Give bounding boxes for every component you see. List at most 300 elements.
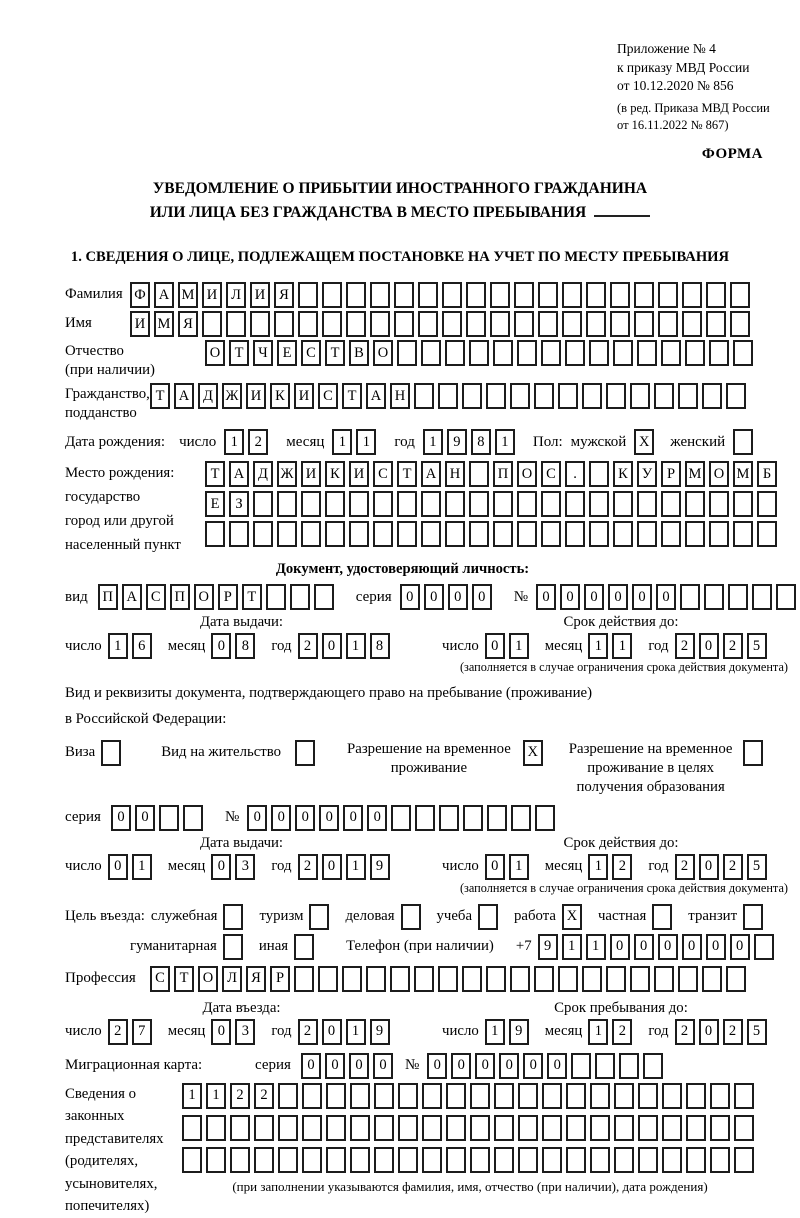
cell[interactable] [610, 311, 630, 337]
cell[interactable]: X [634, 429, 654, 455]
birth-year-cells[interactable] [423, 429, 519, 455]
purpose-work-checkbox[interactable] [562, 904, 586, 930]
cell[interactable] [734, 1083, 754, 1109]
cell[interactable]: X [523, 740, 543, 766]
visa-checkbox[interactable] [101, 740, 125, 766]
cell[interactable] [446, 1147, 466, 1173]
cell[interactable]: С [150, 966, 170, 992]
cell[interactable]: К [325, 461, 345, 487]
cell[interactable] [373, 521, 393, 547]
cell[interactable]: 1 [495, 429, 515, 455]
cell[interactable]: Е [277, 340, 297, 366]
cell[interactable]: 5 [747, 854, 767, 880]
cell[interactable]: 0 [108, 854, 128, 880]
cell[interactable]: Т [342, 383, 362, 409]
cell[interactable] [654, 383, 674, 409]
residence-valid-month-cells[interactable] [588, 854, 636, 880]
cell[interactable]: И [250, 282, 270, 308]
cell[interactable] [397, 340, 417, 366]
cell[interactable]: Л [226, 282, 246, 308]
cell[interactable] [478, 904, 498, 930]
purpose-other-checkbox[interactable] [294, 934, 318, 960]
cell[interactable] [493, 491, 513, 517]
cell[interactable]: 2 [675, 854, 695, 880]
cell[interactable]: М [154, 311, 174, 337]
cell[interactable]: Л [222, 966, 242, 992]
citizenship-cells[interactable] [150, 383, 750, 409]
identity-series-cells[interactable] [400, 584, 496, 610]
cell[interactable] [366, 966, 386, 992]
cell[interactable] [634, 311, 654, 337]
cell[interactable]: 1 [485, 1019, 505, 1045]
cell[interactable] [757, 491, 777, 517]
cell[interactable]: 0 [547, 1053, 567, 1079]
cell[interactable]: 9 [538, 934, 558, 960]
cell[interactable]: 9 [370, 854, 390, 880]
cell[interactable] [542, 1083, 562, 1109]
cell[interactable] [734, 1147, 754, 1173]
cell[interactable] [566, 1115, 586, 1141]
cell[interactable] [582, 383, 602, 409]
identity-valid-day-cells[interactable] [485, 633, 533, 659]
temp-residence-checkbox[interactable] [523, 740, 547, 766]
cell[interactable]: И [294, 383, 314, 409]
edu-residence-checkbox[interactable] [743, 740, 767, 766]
cell[interactable] [394, 311, 414, 337]
migration-series-cells[interactable] [301, 1053, 397, 1079]
cell[interactable] [566, 1147, 586, 1173]
cell[interactable]: 2 [723, 854, 743, 880]
cell[interactable] [590, 1083, 610, 1109]
cell[interactable] [734, 1115, 754, 1141]
cell[interactable]: Н [390, 383, 410, 409]
cell[interactable] [415, 805, 435, 831]
cell[interactable]: 2 [230, 1083, 250, 1109]
cell[interactable] [538, 311, 558, 337]
cell[interactable] [517, 491, 537, 517]
cell[interactable]: 2 [612, 854, 632, 880]
cell[interactable] [514, 311, 534, 337]
cell[interactable] [586, 311, 606, 337]
cell[interactable] [325, 521, 345, 547]
gender-female-checkbox[interactable] [733, 429, 757, 455]
cell[interactable] [582, 966, 602, 992]
cell[interactable] [685, 521, 705, 547]
cell[interactable]: 1 [509, 854, 529, 880]
cell[interactable] [374, 1147, 394, 1173]
cell[interactable]: 0 [211, 1019, 231, 1045]
cell[interactable]: 8 [235, 633, 255, 659]
cell[interactable] [709, 521, 729, 547]
cell[interactable] [589, 340, 609, 366]
cell[interactable] [566, 1083, 586, 1109]
cell[interactable] [301, 491, 321, 517]
entry-year-cells[interactable] [298, 1019, 394, 1045]
cell[interactable]: 2 [298, 633, 318, 659]
cell[interactable] [709, 340, 729, 366]
cell[interactable]: 5 [747, 633, 767, 659]
cell[interactable] [494, 1083, 514, 1109]
cell[interactable]: Н [445, 461, 465, 487]
cell[interactable]: И [130, 311, 150, 337]
cell[interactable] [658, 282, 678, 308]
cell[interactable]: С [146, 584, 166, 610]
cell[interactable]: 1 [562, 934, 582, 960]
cell[interactable]: 0 [295, 805, 315, 831]
cell[interactable] [728, 584, 748, 610]
cell[interactable]: 1 [206, 1083, 226, 1109]
cell[interactable]: 0 [730, 934, 750, 960]
stay-month-cells[interactable] [588, 1019, 636, 1045]
cell[interactable] [565, 340, 585, 366]
cell[interactable] [514, 282, 534, 308]
cell[interactable]: 0 [111, 805, 131, 831]
cell[interactable] [726, 383, 746, 409]
cell[interactable]: Ж [277, 461, 297, 487]
cell[interactable] [254, 1115, 274, 1141]
cell[interactable]: 0 [424, 584, 444, 610]
cell[interactable]: Е [205, 491, 225, 517]
cell[interactable] [469, 461, 489, 487]
cell[interactable]: А [229, 461, 249, 487]
cell[interactable] [401, 904, 421, 930]
cell[interactable]: П [170, 584, 190, 610]
cell[interactable] [325, 491, 345, 517]
cell[interactable] [290, 584, 310, 610]
cell[interactable] [301, 521, 321, 547]
cell[interactable] [206, 1147, 226, 1173]
cell[interactable]: 2 [612, 1019, 632, 1045]
cell[interactable]: Ф [130, 282, 150, 308]
cell[interactable] [743, 740, 763, 766]
cell[interactable] [298, 311, 318, 337]
cell[interactable] [630, 383, 650, 409]
cell[interactable]: 0 [451, 1053, 471, 1079]
legal-representatives-row-2[interactable] [182, 1115, 758, 1141]
cell[interactable] [619, 1053, 639, 1079]
cell[interactable]: А [122, 584, 142, 610]
residence-issue-year-cells[interactable] [298, 854, 394, 880]
cell[interactable] [421, 340, 441, 366]
cell[interactable]: 9 [509, 1019, 529, 1045]
cell[interactable] [606, 966, 626, 992]
cell[interactable]: 2 [298, 1019, 318, 1045]
residence-permit-checkbox[interactable] [295, 740, 319, 766]
cell[interactable]: 1 [346, 633, 366, 659]
cell[interactable] [421, 491, 441, 517]
cell[interactable]: Я [274, 282, 294, 308]
cell[interactable]: И [202, 282, 222, 308]
cell[interactable] [562, 282, 582, 308]
cell[interactable]: 1 [132, 854, 152, 880]
purpose-tourism-checkbox[interactable] [309, 904, 333, 930]
cell[interactable]: О [205, 340, 225, 366]
cell[interactable] [518, 1083, 538, 1109]
cell[interactable]: О [373, 340, 393, 366]
identity-valid-month-cells[interactable] [588, 633, 636, 659]
cell[interactable]: 0 [475, 1053, 495, 1079]
cell[interactable] [614, 1115, 634, 1141]
cell[interactable]: 0 [135, 805, 155, 831]
cell[interactable] [610, 282, 630, 308]
cell[interactable]: А [154, 282, 174, 308]
cell[interactable] [752, 584, 772, 610]
cell[interactable] [652, 904, 672, 930]
cell[interactable] [517, 340, 537, 366]
cell[interactable]: 0 [373, 1053, 393, 1079]
cell[interactable] [686, 1115, 706, 1141]
cell[interactable]: 0 [706, 934, 726, 960]
cell[interactable] [682, 282, 702, 308]
cell[interactable] [223, 934, 243, 960]
cell[interactable] [391, 805, 411, 831]
cell[interactable] [494, 1147, 514, 1173]
cell[interactable]: 1 [108, 633, 128, 659]
cell[interactable]: О [517, 461, 537, 487]
cell[interactable] [346, 282, 366, 308]
residence-series-cells[interactable] [111, 805, 207, 831]
cell[interactable] [558, 383, 578, 409]
cell[interactable]: 0 [634, 934, 654, 960]
cell[interactable] [422, 1115, 442, 1141]
cell[interactable]: 9 [370, 1019, 390, 1045]
cell[interactable] [534, 383, 554, 409]
cell[interactable]: С [301, 340, 321, 366]
identity-type-cells[interactable] [98, 584, 338, 610]
cell[interactable] [493, 521, 513, 547]
cell[interactable] [439, 805, 459, 831]
cell[interactable] [654, 966, 674, 992]
cell[interactable]: 1 [356, 429, 376, 455]
cell[interactable] [558, 966, 578, 992]
cell[interactable] [538, 282, 558, 308]
cell[interactable] [706, 282, 726, 308]
cell[interactable] [182, 1147, 202, 1173]
residence-number-cells[interactable] [247, 805, 559, 831]
cell[interactable] [446, 1083, 466, 1109]
cell[interactable]: 0 [367, 805, 387, 831]
cell[interactable]: 1 [423, 429, 443, 455]
cell[interactable] [350, 1083, 370, 1109]
cell[interactable]: Д [253, 461, 273, 487]
cell[interactable]: 2 [675, 633, 695, 659]
cell[interactable]: 0 [699, 1019, 719, 1045]
cell[interactable]: 5 [747, 1019, 767, 1045]
gender-male-checkbox[interactable] [634, 429, 658, 455]
cell[interactable]: 1 [346, 1019, 366, 1045]
cell[interactable] [614, 1083, 634, 1109]
cell[interactable] [565, 521, 585, 547]
cell[interactable]: 1 [588, 633, 608, 659]
stay-year-cells[interactable] [675, 1019, 771, 1045]
cell[interactable] [422, 1147, 442, 1173]
cell[interactable] [463, 805, 483, 831]
purpose-transit-checkbox[interactable] [743, 904, 767, 930]
cell[interactable] [613, 521, 633, 547]
cell[interactable] [469, 340, 489, 366]
cell[interactable] [534, 966, 554, 992]
purpose-business-checkbox[interactable] [401, 904, 425, 930]
cell[interactable] [678, 383, 698, 409]
cell[interactable] [643, 1053, 663, 1079]
cell[interactable]: 0 [682, 934, 702, 960]
cell[interactable]: С [373, 461, 393, 487]
birth-place-row-1[interactable] [205, 461, 781, 487]
cell[interactable]: 0 [400, 584, 420, 610]
cell[interactable]: У [637, 461, 657, 487]
birth-place-row-2[interactable] [205, 491, 781, 517]
cell[interactable]: П [98, 584, 118, 610]
cell[interactable] [390, 966, 410, 992]
cell[interactable] [445, 491, 465, 517]
cell[interactable] [710, 1115, 730, 1141]
cell[interactable] [302, 1147, 322, 1173]
cell[interactable] [682, 311, 702, 337]
cell[interactable]: 2 [723, 1019, 743, 1045]
cell[interactable]: 2 [254, 1083, 274, 1109]
cell[interactable] [680, 584, 700, 610]
cell[interactable] [278, 1115, 298, 1141]
cell[interactable] [414, 383, 434, 409]
cell[interactable] [349, 491, 369, 517]
cell[interactable] [254, 1147, 274, 1173]
cell[interactable] [278, 1083, 298, 1109]
cell[interactable] [445, 521, 465, 547]
cell[interactable]: 0 [319, 805, 339, 831]
cell[interactable] [374, 1115, 394, 1141]
purpose-private-checkbox[interactable] [652, 904, 676, 930]
cell[interactable] [370, 282, 390, 308]
identity-issue-day-cells[interactable] [108, 633, 156, 659]
cell[interactable]: Т [150, 383, 170, 409]
cell[interactable] [638, 1115, 658, 1141]
cell[interactable]: 0 [584, 584, 604, 610]
cell[interactable] [314, 584, 334, 610]
cell[interactable]: Б [757, 461, 777, 487]
cell[interactable] [438, 966, 458, 992]
cell[interactable] [743, 904, 763, 930]
cell[interactable]: 0 [658, 934, 678, 960]
cell[interactable] [309, 904, 329, 930]
cell[interactable]: 3 [235, 1019, 255, 1045]
birth-month-cells[interactable] [332, 429, 380, 455]
cell[interactable] [302, 1115, 322, 1141]
cell[interactable]: А [421, 461, 441, 487]
purpose-humanitarian-checkbox[interactable] [223, 934, 247, 960]
cell[interactable]: 0 [211, 633, 231, 659]
cell[interactable] [277, 521, 297, 547]
cell[interactable]: Я [246, 966, 266, 992]
cell[interactable] [606, 383, 626, 409]
residence-issue-month-cells[interactable] [211, 854, 259, 880]
cell[interactable] [318, 966, 338, 992]
cell[interactable]: 1 [612, 633, 632, 659]
firstname-cells[interactable] [130, 311, 754, 337]
cell[interactable]: 8 [471, 429, 491, 455]
cell[interactable]: 0 [472, 584, 492, 610]
cell[interactable]: М [178, 282, 198, 308]
cell[interactable] [253, 521, 273, 547]
cell[interactable]: Т [397, 461, 417, 487]
cell[interactable]: 1 [332, 429, 352, 455]
purpose-official-checkbox[interactable] [223, 904, 247, 930]
cell[interactable]: Р [218, 584, 238, 610]
cell[interactable]: Т [325, 340, 345, 366]
cell[interactable] [613, 491, 633, 517]
cell[interactable] [686, 1083, 706, 1109]
cell[interactable]: . [565, 461, 585, 487]
cell[interactable]: 0 [632, 584, 652, 610]
cell[interactable] [685, 340, 705, 366]
cell[interactable] [510, 383, 530, 409]
residence-issue-day-cells[interactable] [108, 854, 156, 880]
cell[interactable] [470, 1115, 490, 1141]
cell[interactable] [295, 740, 315, 766]
cell[interactable]: 2 [248, 429, 268, 455]
cell[interactable] [266, 584, 286, 610]
cell[interactable]: О [709, 461, 729, 487]
cell[interactable] [638, 1147, 658, 1173]
profession-cells[interactable] [150, 966, 750, 992]
cell[interactable] [518, 1115, 538, 1141]
cell[interactable] [370, 311, 390, 337]
cell[interactable]: П [493, 461, 513, 487]
phone-cells[interactable] [538, 934, 778, 960]
cell[interactable]: 0 [247, 805, 267, 831]
cell[interactable] [730, 311, 750, 337]
legal-representatives-row-1[interactable] [182, 1083, 758, 1109]
cell[interactable] [661, 340, 681, 366]
cell[interactable]: Р [270, 966, 290, 992]
cell[interactable] [445, 340, 465, 366]
cell[interactable] [658, 311, 678, 337]
cell[interactable] [418, 282, 438, 308]
cell[interactable] [709, 491, 729, 517]
cell[interactable] [686, 1147, 706, 1173]
cell[interactable]: В [349, 340, 369, 366]
cell[interactable]: 0 [271, 805, 291, 831]
cell[interactable] [322, 282, 342, 308]
cell[interactable]: 0 [322, 633, 342, 659]
cell[interactable]: Т [205, 461, 225, 487]
cell[interactable] [595, 1053, 615, 1079]
cell[interactable]: 0 [499, 1053, 519, 1079]
cell[interactable]: 0 [699, 633, 719, 659]
cell[interactable] [726, 966, 746, 992]
cell[interactable] [661, 491, 681, 517]
cell[interactable] [493, 340, 513, 366]
cell[interactable]: С [541, 461, 561, 487]
cell[interactable]: 0 [322, 854, 342, 880]
cell[interactable] [397, 521, 417, 547]
cell[interactable] [253, 491, 273, 517]
patronymic-cells[interactable] [205, 340, 757, 366]
cell[interactable] [422, 1083, 442, 1109]
cell[interactable] [541, 521, 561, 547]
cell[interactable] [302, 1083, 322, 1109]
cell[interactable] [730, 282, 750, 308]
cell[interactable] [230, 1147, 250, 1173]
cell[interactable] [517, 521, 537, 547]
cell[interactable]: 1 [586, 934, 606, 960]
cell[interactable]: 1 [224, 429, 244, 455]
cell[interactable] [685, 491, 705, 517]
cell[interactable] [518, 1147, 538, 1173]
cell[interactable]: 0 [560, 584, 580, 610]
cell[interactable] [466, 311, 486, 337]
cell[interactable] [397, 491, 417, 517]
birth-place-row-3[interactable] [205, 521, 781, 547]
